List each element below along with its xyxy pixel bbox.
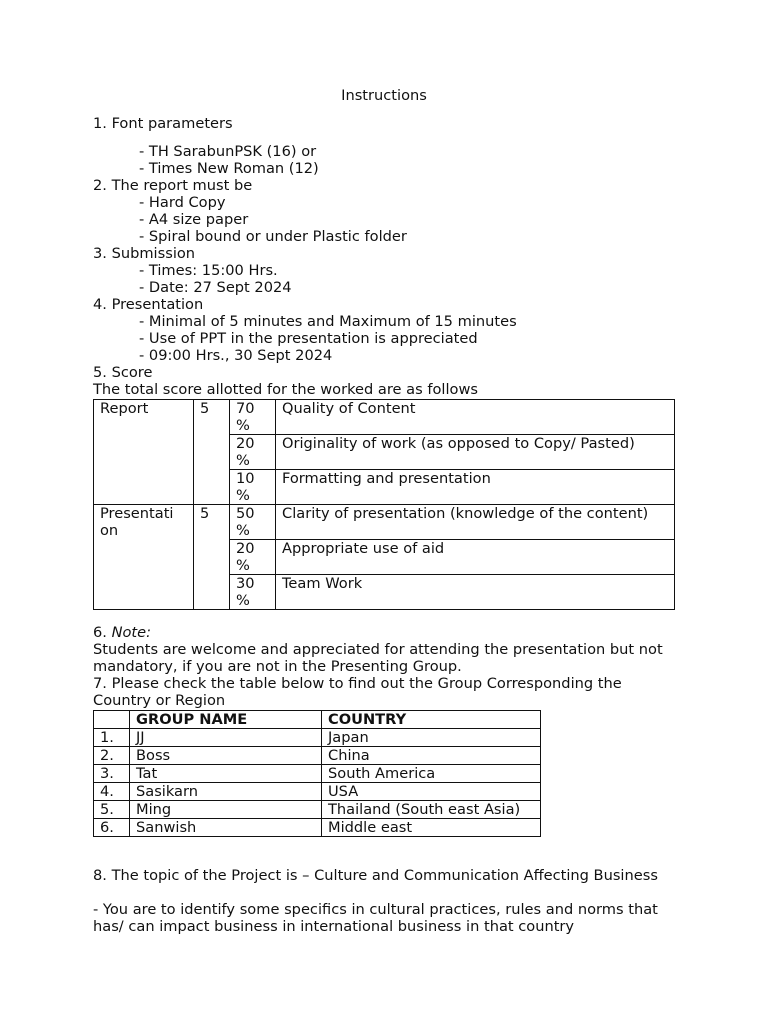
section-2-heading: 2. The report must be	[93, 177, 253, 194]
header-cell: COUNTRY	[322, 711, 541, 729]
section-8-text: - You are to identify some specifics in cultural practices, rules and norms that has/ can impact business in international business in that country	[93, 901, 658, 935]
criteria-cell: Clarity of presentation (knowledge of the content)	[276, 505, 675, 540]
group-table	[93, 710, 541, 837]
group-name-cell: Sanwish	[130, 819, 322, 837]
section-1-heading: 1. Font parameters	[93, 115, 233, 132]
criteria-cell: Team Work	[276, 575, 675, 610]
font-item: - Times New Roman (12)	[139, 160, 319, 177]
row-number-cell: 1.	[94, 729, 130, 747]
report-item: - Hard Copy	[139, 194, 226, 211]
table-row	[94, 400, 675, 435]
note-label: Note:	[111, 624, 152, 641]
row-number-cell: 5.	[94, 801, 130, 819]
percent-cell: 70 %	[230, 400, 276, 435]
table-row	[94, 765, 541, 783]
group-name-cell: JJ	[130, 729, 322, 747]
note-text: Students are welcome and appreciated for attending the presentation but not mandatory, if you are not in the Presenting Group.	[93, 641, 663, 675]
group-name-cell: Tat	[130, 765, 322, 783]
page-title: Instructions	[341, 87, 427, 104]
presentation-item: - Minimal of 5 minutes and Maximum of 15 minutes	[139, 313, 517, 330]
score-table	[93, 399, 675, 610]
table-row	[94, 801, 541, 819]
country-cell: China	[322, 747, 541, 765]
report-label-cell: Report	[94, 400, 194, 505]
row-number-cell: 4.	[94, 783, 130, 801]
presentation-item: - Use of PPT in the presentation is appreciated	[139, 330, 478, 347]
table-row	[94, 505, 675, 540]
percent-cell: 20 %	[230, 435, 276, 470]
presentation-item: - 09:00 Hrs., 30 Sept 2024	[139, 347, 333, 364]
header-cell	[94, 711, 130, 729]
font-item: - TH SarabunPSK (16) or	[139, 143, 317, 160]
percent-cell: 30 %	[230, 575, 276, 610]
table-row	[94, 747, 541, 765]
section-6-heading	[93, 624, 151, 641]
report-item: - A4 size paper	[139, 211, 249, 228]
row-number-cell: 3.	[94, 765, 130, 783]
percent-cell: 50 %	[230, 505, 276, 540]
header-cell: GROUP NAME	[130, 711, 322, 729]
section-8-heading: 8. The topic of the Project is – Culture and Communication Affecting Business	[93, 867, 658, 884]
criteria-cell: Appropriate use of aid	[276, 540, 675, 575]
row-number-cell: 2.	[94, 747, 130, 765]
criteria-cell: Formatting and presentation	[276, 470, 675, 505]
group-name-cell: Boss	[130, 747, 322, 765]
submission-item: - Date: 27 Sept 2024	[139, 279, 292, 296]
section-3-heading: 3. Submission	[93, 245, 196, 262]
group-name-cell: Ming	[130, 801, 322, 819]
criteria-cell: Originality of work (as opposed to Copy/ Pasted)	[276, 435, 675, 470]
score-intro: The total score allotted for the worked are as follows	[93, 381, 478, 398]
country-cell: Middle east	[322, 819, 541, 837]
row-number-cell: 6.	[94, 819, 130, 837]
section-number: 6.	[93, 624, 112, 641]
criteria-cell: Quality of Content	[276, 400, 675, 435]
report-item: - Spiral bound or under Plastic folder	[139, 228, 407, 245]
table-row	[94, 729, 541, 747]
section-5-heading: 5. Score	[93, 364, 153, 381]
group-name-cell: Sasikarn	[130, 783, 322, 801]
report-score-cell: 5	[194, 400, 230, 505]
percent-cell: 20 %	[230, 540, 276, 575]
country-cell: South America	[322, 765, 541, 783]
presentation-score-cell: 5	[194, 505, 230, 610]
section-7-text: 7. Please check the table below to find out the Group Corresponding the Country or Region	[93, 675, 622, 709]
country-cell: Thailand (South east Asia)	[322, 801, 541, 819]
submission-item: - Times: 15:00 Hrs.	[139, 262, 278, 279]
presentation-label-cell: Presentati on	[94, 505, 194, 610]
table-row	[94, 783, 541, 801]
country-cell: Japan	[322, 729, 541, 747]
country-cell: USA	[322, 783, 541, 801]
table-header-row	[94, 711, 541, 729]
section-4-heading: 4. Presentation	[93, 296, 204, 313]
table-row	[94, 819, 541, 837]
percent-cell: 10 %	[230, 470, 276, 505]
